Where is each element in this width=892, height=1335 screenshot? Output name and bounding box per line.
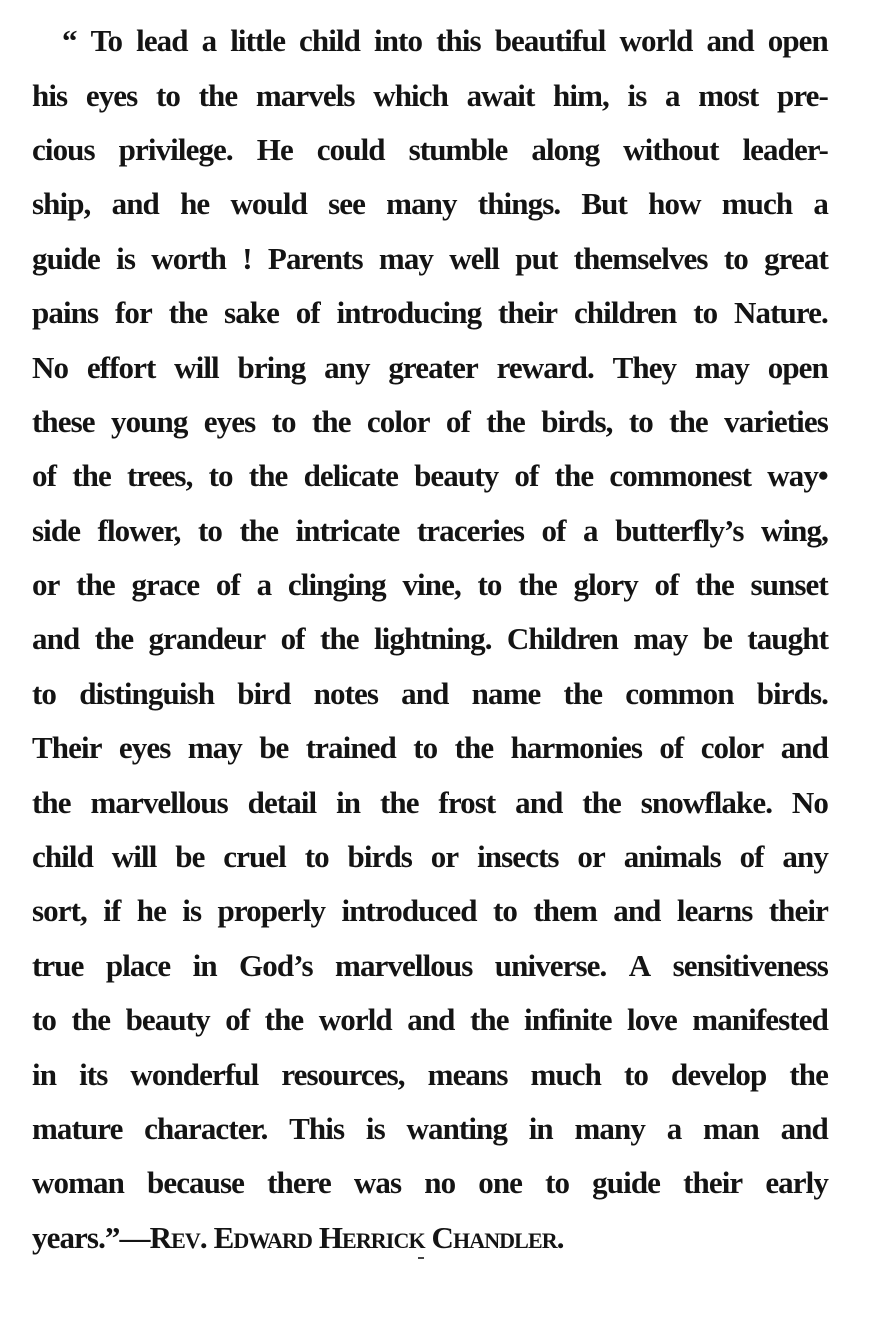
text-line: mature character. This is wanting in many a man and	[32, 1111, 828, 1146]
text-line: in its wonderful resources, means much to develop the	[32, 1056, 828, 1092]
final-line-text: years.”—	[32, 1219, 150, 1255]
text-line: to distinguish bird notes and name the common birds.	[32, 675, 828, 711]
quotation-paragraph	[32, 14, 828, 1265]
text-line: his eyes to the marvels which await him, is a most pre-	[32, 77, 828, 113]
text-line: ship, and he would see many things. But how much a	[32, 186, 828, 222]
text-line: pains for the sake of introducing their children to Nature.	[32, 295, 828, 331]
text-line: child will be cruel to birds or insects or animals of any	[32, 839, 828, 875]
text-line: “ To lead a little child into this beautiful world and open	[62, 23, 828, 59]
text-line: sort, if he is properly introduced to them and learns their	[32, 893, 828, 929]
text-line: cious privilege. He could stumble along without leader-	[32, 131, 828, 167]
text-line: No effort will bring any greater reward. They may open	[32, 349, 828, 385]
text-line: side flower, to the intricate traceries of a butterfly’s wing,	[32, 512, 828, 548]
text-line: or the grace of a clinging vine, to the glory of the sunset	[32, 567, 828, 603]
text-line: of the trees, to the delicate beauty of the commonest way•	[32, 458, 828, 494]
text-line: woman because there was no one to guide their early	[32, 1165, 828, 1201]
text-line: guide is worth ! Parents may well put themselves to great	[32, 240, 828, 276]
text-line: to the beauty of the world and the infinite love manifested	[32, 1002, 828, 1038]
attribution: Rev. Edward Herrick Chandler.	[149, 1219, 564, 1255]
text-line: these young eyes to the color of the birds, to the varieties	[32, 403, 828, 439]
text-line: the marvellous detail in the frost and the snowflake. No	[32, 784, 828, 820]
print-speck	[418, 1257, 424, 1259]
text-line: and the grandeur of the lightning. Children may be taught	[32, 621, 828, 657]
text-line: true place in God’s marvellous universe. A sensitiveness	[32, 947, 828, 983]
text-line: Their eyes may be trained to the harmonies of color and	[32, 730, 828, 766]
final-line	[32, 1211, 828, 1265]
